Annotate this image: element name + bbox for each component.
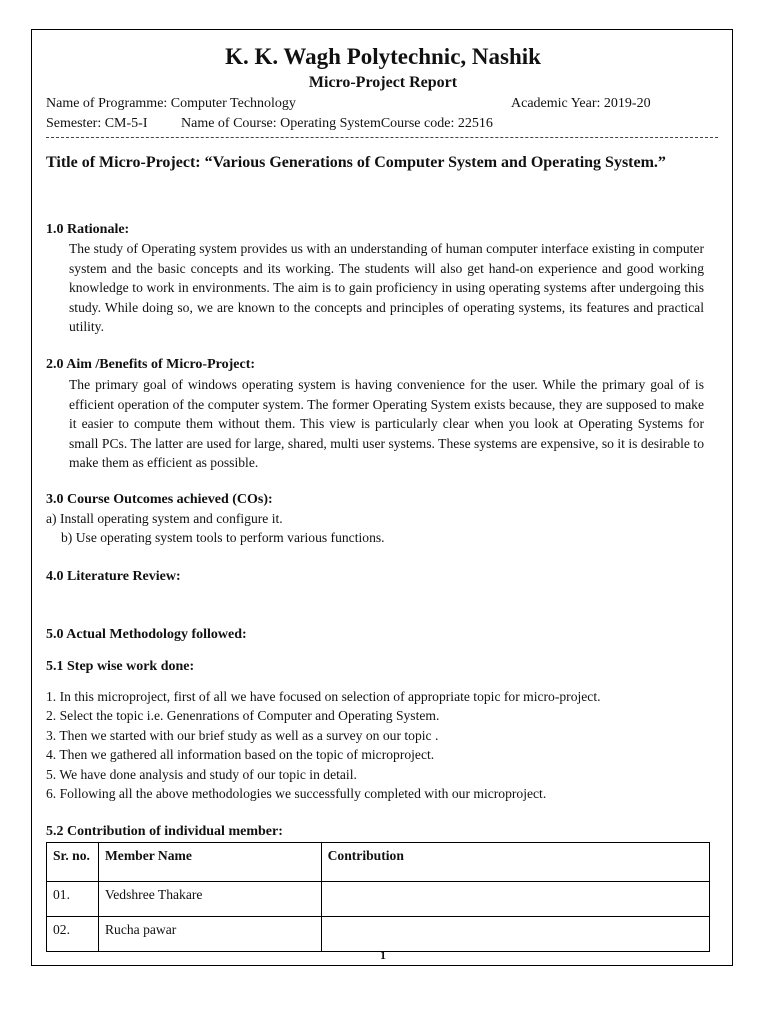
- methodology-heading: 5.0 Actual Methodology followed:: [46, 627, 247, 642]
- column-header-contribution: Contribution: [321, 843, 709, 882]
- aim-text: The primary goal of windows operating system is having convenience for the user. While the primary goal of is efficient operation of the computer system. The former Operating System exists because, they are supposed to make it easier to compute them without them. This view is particularly clear when you look at Operating Systems for small PCs. The latter are used for large, shared, multi user systems. These systems are expensive, so it is desirable to make them as efficient as possible.: [69, 377, 704, 470]
- table-row: [47, 917, 710, 952]
- step-item: 1. In this microproject, first of all we have focused on selection of appropriate topic for micro-project.: [46, 689, 601, 704]
- semester: Semester: CM-5-I: [46, 116, 148, 131]
- outcome-item: b) Use operating system tools to perform various functions.: [61, 530, 385, 545]
- step-item: 6. Following all the above methodologies we successfully completed with our microproject.: [46, 786, 547, 801]
- contribution-table: [46, 842, 710, 952]
- cell-contribution: [321, 882, 709, 917]
- programme-name: Name of Programme: Computer Technology: [46, 96, 296, 111]
- cell-contribution: [321, 917, 709, 952]
- step-item: 5. We have done analysis and study of our topic in detail.: [46, 767, 357, 782]
- report-type: Micro-Project Report: [308, 74, 458, 91]
- page-number: 1: [380, 948, 386, 962]
- cell-sr-no: 02.: [47, 917, 99, 952]
- cell-member-name: Rucha pawar: [98, 917, 321, 952]
- dashed-separator: [46, 137, 718, 138]
- step-item: 2. Select the topic i.e. Genenrations of Computer and Operating System.: [46, 708, 440, 723]
- step-item: 3. Then we started with our brief study as well as a survey on our topic .: [46, 728, 439, 743]
- contribution-heading: 5.2 Contribution of individual member:: [46, 824, 283, 839]
- table-row: [47, 882, 710, 917]
- outcomes-heading: 3.0 Course Outcomes achieved (COs):: [46, 492, 273, 507]
- table-header-row: [47, 843, 710, 882]
- academic-year: Academic Year: 2019-20: [511, 96, 651, 111]
- column-header-sr-no: Sr. no.: [47, 843, 99, 882]
- outcome-item: a) Install operating system and configure it.: [46, 511, 283, 526]
- rationale-heading: 1.0 Rationale:: [46, 222, 130, 237]
- rationale-text: The study of Operating system provides us with an understanding of human computer interface existing in computer system and the basic concepts and its working. The students will also get hand-on experience and good working knowledge to work in environments. The aim is to gain proficiency in using operating systems after undergoing this study. While doing so, we are known to the concepts and principles of operating systems, its features and practical utility.: [69, 241, 704, 334]
- cell-sr-no: 01.: [47, 882, 99, 917]
- step-item: 4. Then we gathered all information based on the topic of microproject.: [46, 747, 435, 762]
- institute-name: K. K. Wagh Polytechnic, Nashik: [225, 44, 541, 69]
- course-name: Name of Course: Operating SystemCourse code: 22516: [181, 116, 493, 131]
- literature-heading: 4.0 Literature Review:: [46, 569, 181, 584]
- project-title: Title of Micro-Project: “Various Generations of Computer System and Operating System.”: [46, 154, 666, 171]
- document-page: [31, 29, 733, 966]
- column-header-member-name: Member Name: [98, 843, 321, 882]
- aim-heading: 2.0 Aim /Benefits of Micro-Project:: [46, 357, 256, 372]
- steps-heading: 5.1 Step wise work done:: [46, 659, 195, 674]
- cell-member-name: Vedshree Thakare: [98, 882, 321, 917]
